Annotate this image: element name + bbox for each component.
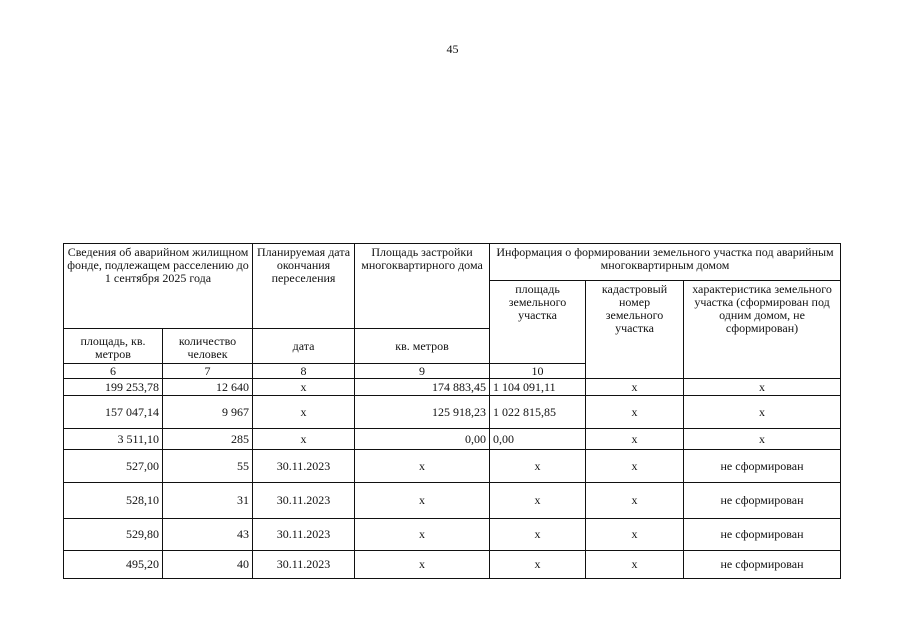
cell-date: x (253, 379, 355, 396)
header-resettlement-date: Планируемая дата окончания переселения (253, 244, 355, 329)
header-cadastral-number: кадастровый номер земельного участка (586, 281, 684, 379)
cell-cadastral: x (586, 379, 684, 396)
cell-area: 157 047,14 (64, 396, 163, 429)
housing-fund-table (63, 243, 841, 579)
cell-area: 3 511,10 (64, 429, 163, 450)
column-number: 7 (163, 364, 253, 379)
column-number: 9 (355, 364, 490, 379)
cell-cadastral: x (586, 483, 684, 519)
cell-area: 529,80 (64, 519, 163, 551)
header-building-area: Площадь застройки многоквартирного дома (355, 244, 490, 329)
cell-characteristic: x (684, 396, 841, 429)
header-fund-info: Сведения об аварийном жилищном фонде, подлежащем расселению до 1 сентября 2025 года (64, 244, 253, 329)
cell-characteristic: не сформирован (684, 551, 841, 579)
table-row (64, 519, 841, 551)
cell-date: x (253, 429, 355, 450)
cell-characteristic: не сформирован (684, 483, 841, 519)
subheader-building-sq-m: кв. метров (355, 329, 490, 364)
column-number: 6 (64, 364, 163, 379)
cell-characteristic: не сформирован (684, 450, 841, 483)
cell-cadastral: x (586, 519, 684, 551)
page-number: 45 (446, 42, 459, 56)
header-land-plot-info: Информация о формировании земельного участка под аварийным многоквартирным домом (490, 244, 841, 281)
cell-characteristic: x (684, 429, 841, 450)
cell-building-area: x (355, 483, 490, 519)
table-row (64, 379, 841, 396)
cell-date: 30.11.2023 (253, 551, 355, 579)
header-land-characteristic: характеристика земельного участка (сформирован под одним домом, не сформирован) (684, 281, 841, 379)
cell-date: 30.11.2023 (253, 519, 355, 551)
cell-people: 43 (163, 519, 253, 551)
cell-cadastral: x (586, 429, 684, 450)
cell-area: 199 253,78 (64, 379, 163, 396)
cell-land-area: x (490, 450, 586, 483)
cell-land-area: x (490, 483, 586, 519)
cell-people: 40 (163, 551, 253, 579)
table-row (64, 483, 841, 519)
subheader-date: дата (253, 329, 355, 364)
cell-area: 528,10 (64, 483, 163, 519)
cell-characteristic: не сформирован (684, 519, 841, 551)
cell-area: 495,20 (64, 551, 163, 579)
cell-people: 31 (163, 483, 253, 519)
table-row (64, 450, 841, 483)
column-number: 10 (490, 364, 586, 379)
table-row (64, 396, 841, 429)
cell-land-area: 1 104 091,11 (490, 379, 586, 396)
cell-building-area: x (355, 519, 490, 551)
header-land-area: площадь земельного участка (490, 281, 586, 364)
cell-land-area: x (490, 519, 586, 551)
cell-date: x (253, 396, 355, 429)
cell-date: 30.11.2023 (253, 483, 355, 519)
subheader-people-count: количество человек (163, 329, 253, 364)
cell-land-area: 1 022 815,85 (490, 396, 586, 429)
cell-characteristic: x (684, 379, 841, 396)
cell-land-area: 0,00 (490, 429, 586, 450)
cell-building-area: 125 918,23 (355, 396, 490, 429)
cell-cadastral: x (586, 551, 684, 579)
cell-building-area: 174 883,45 (355, 379, 490, 396)
table-row (64, 429, 841, 450)
cell-people: 285 (163, 429, 253, 450)
table-row (64, 551, 841, 579)
cell-building-area: 0,00 (355, 429, 490, 450)
cell-cadastral: x (586, 396, 684, 429)
cell-people: 55 (163, 450, 253, 483)
cell-cadastral: x (586, 450, 684, 483)
column-number: 8 (253, 364, 355, 379)
cell-people: 12 640 (163, 379, 253, 396)
cell-people: 9 967 (163, 396, 253, 429)
cell-area: 527,00 (64, 450, 163, 483)
cell-building-area: x (355, 450, 490, 483)
subheader-area-sq-m: площадь, кв. метров (64, 329, 163, 364)
cell-land-area: x (490, 551, 586, 579)
cell-building-area: x (355, 551, 490, 579)
cell-date: 30.11.2023 (253, 450, 355, 483)
